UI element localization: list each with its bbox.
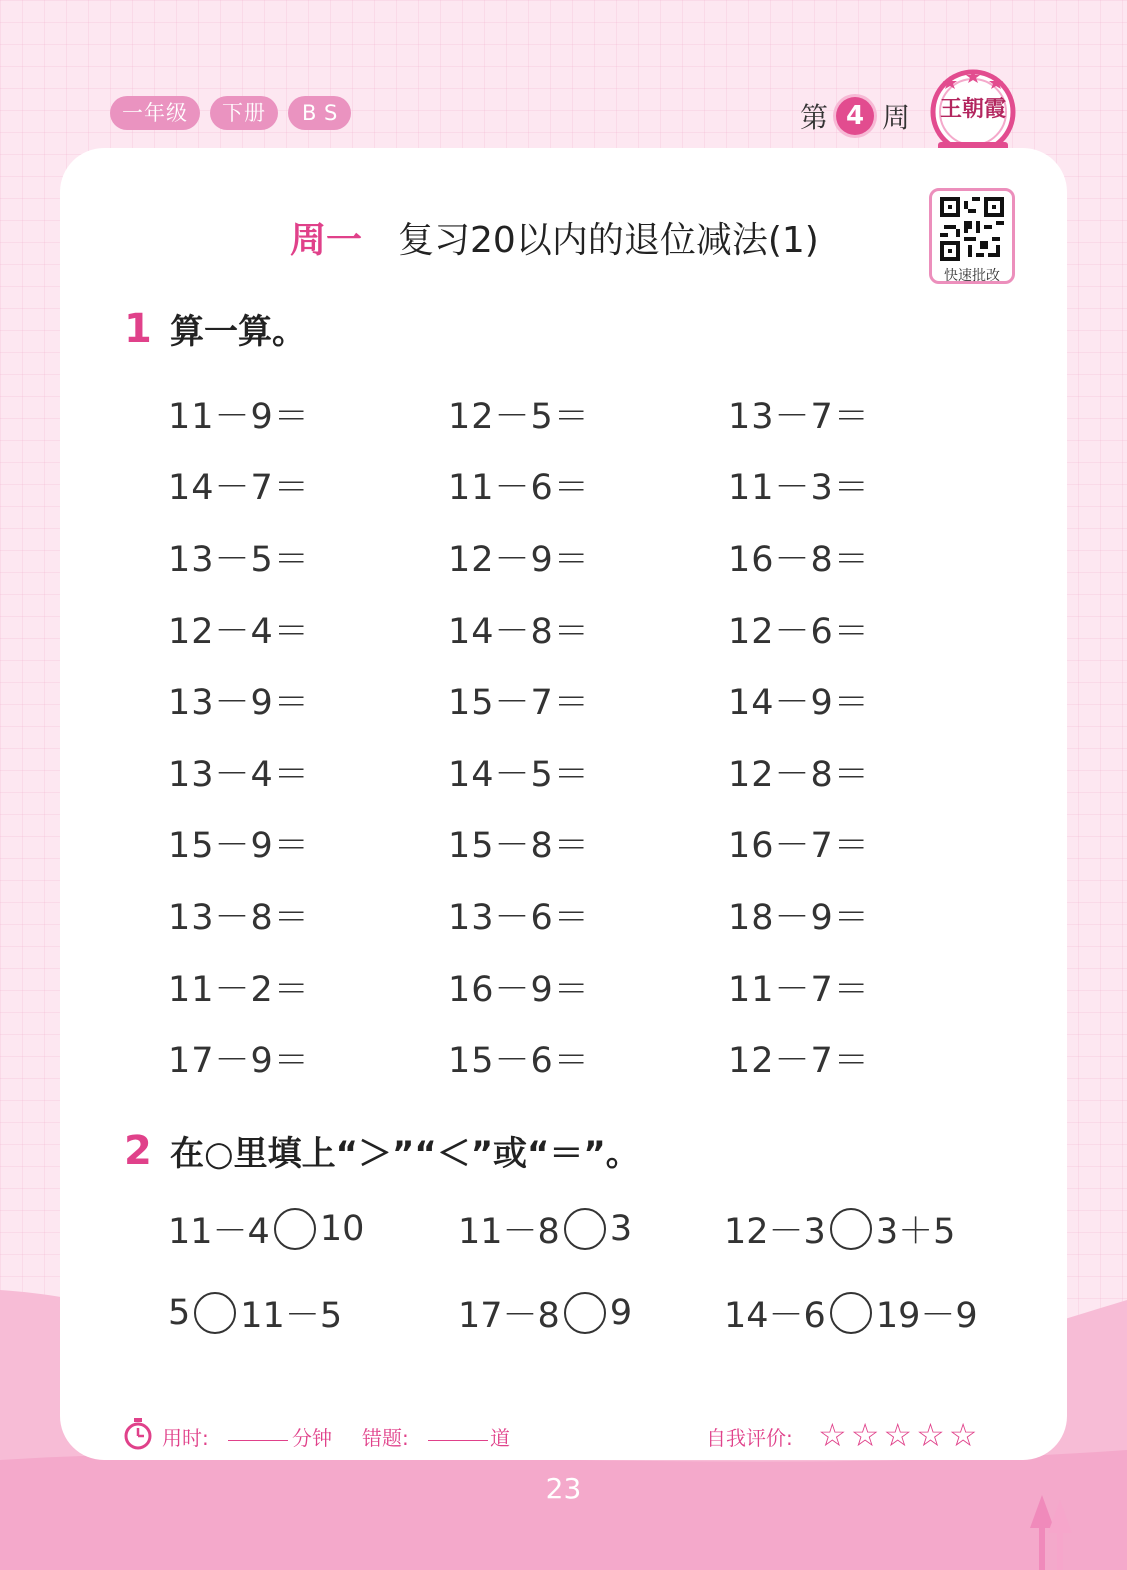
week-number: 4 xyxy=(836,97,874,135)
answer-circle[interactable] xyxy=(830,1208,872,1250)
problem: 13－4＝ xyxy=(168,754,310,795)
problem-row xyxy=(168,951,1008,1023)
edition-tag: BS xyxy=(288,96,351,130)
volume-tag: 下册 xyxy=(210,96,278,130)
comparison-left: 11－8 xyxy=(458,1212,560,1252)
week-prefix: 第 xyxy=(800,101,829,134)
comparison-left: 17－8 xyxy=(458,1296,560,1336)
title-topic: 复习20以内的退位减法(1) xyxy=(398,220,819,261)
problem-row xyxy=(168,593,1008,665)
answer-circle[interactable] xyxy=(564,1292,606,1334)
section2-number: 2 xyxy=(124,1127,152,1174)
section1-instruction: 算一算。 xyxy=(170,312,306,352)
problem: 12－4＝ xyxy=(168,611,310,652)
section2-instruction: 在○里填上“＞”“＜”或“＝”。 xyxy=(170,1134,640,1174)
section1-heading xyxy=(124,304,306,353)
problem: 15－9＝ xyxy=(168,826,310,867)
problem-row xyxy=(168,521,1008,593)
problem: 11－2＝ xyxy=(168,969,310,1010)
problem: 14－8＝ xyxy=(448,611,590,652)
answer-circle[interactable] xyxy=(274,1208,316,1250)
problem: 15－7＝ xyxy=(448,683,590,724)
answer-circle[interactable] xyxy=(194,1292,236,1334)
problem: 15－6＝ xyxy=(448,1041,590,1082)
comparison-left: 14－6 xyxy=(724,1296,826,1336)
comparison-grid xyxy=(168,1200,1028,1368)
errors-blank[interactable] xyxy=(428,1420,488,1441)
problem: 12－6＝ xyxy=(728,611,870,652)
comparison-row xyxy=(168,1200,1028,1284)
rating-stars[interactable]: ☆☆☆☆☆ xyxy=(818,1416,982,1454)
logo-text: 王朝霞 xyxy=(939,96,1006,122)
comparison-item xyxy=(168,1200,364,1258)
problem: 12－8＝ xyxy=(728,754,870,795)
comparison-item xyxy=(724,1284,978,1342)
section1-number: 1 xyxy=(124,305,152,352)
problem-row xyxy=(168,736,1008,808)
week-suffix: 周 xyxy=(882,101,911,134)
time-blank[interactable] xyxy=(228,1420,288,1441)
problem: 17－9＝ xyxy=(168,1041,310,1082)
self-eval-label: 自我评价: xyxy=(706,1426,793,1450)
comparison-item xyxy=(724,1200,955,1258)
problem: 18－9＝ xyxy=(728,897,870,938)
section2-heading xyxy=(124,1126,640,1175)
problem: 11－7＝ xyxy=(728,969,870,1010)
problem: 13－9＝ xyxy=(168,683,310,724)
problem: 16－9＝ xyxy=(448,969,590,1010)
answer-circle[interactable] xyxy=(830,1292,872,1334)
grade-tag: 一年级 xyxy=(110,96,200,130)
problem: 13－6＝ xyxy=(448,897,590,938)
problem: 15－8＝ xyxy=(448,826,590,867)
grade-tags xyxy=(110,96,351,130)
problem: 11－3＝ xyxy=(728,468,870,509)
problem-row xyxy=(168,808,1008,880)
answer-circle[interactable] xyxy=(564,1208,606,1250)
comparison-right: 3＋5 xyxy=(875,1212,956,1252)
time-unit: 分钟 xyxy=(292,1426,332,1450)
comparison-left: 12－3 xyxy=(724,1212,826,1252)
problem: 12－5＝ xyxy=(448,396,590,437)
title-day: 周一 xyxy=(290,220,363,261)
errors-label: 错题: xyxy=(362,1426,409,1450)
problem: 13－7＝ xyxy=(728,396,870,437)
problem-row xyxy=(168,664,1008,736)
comparison-row xyxy=(168,1284,1028,1368)
comparison-right: 9 xyxy=(609,1293,633,1333)
problem: 13－8＝ xyxy=(168,897,310,938)
errors-unit: 道 xyxy=(490,1426,510,1450)
qr-label: 快速批改 xyxy=(944,268,1000,284)
problem-row xyxy=(168,879,1008,951)
problem: 14－9＝ xyxy=(728,683,870,724)
problem: 16－7＝ xyxy=(728,826,870,867)
comparison-right: 3 xyxy=(609,1209,633,1249)
page-number: 23 xyxy=(545,1472,582,1505)
subtraction-grid xyxy=(168,378,1008,1094)
problem: 14－5＝ xyxy=(448,754,590,795)
comparison-item xyxy=(458,1284,632,1342)
problem: 12－9＝ xyxy=(448,539,590,580)
stopwatch-icon xyxy=(124,1418,152,1450)
qr-code[interactable] xyxy=(929,188,1015,284)
page-title xyxy=(290,212,819,263)
comparison-right: 19－9 xyxy=(875,1296,978,1336)
problem: 16－8＝ xyxy=(728,539,870,580)
comparison-item xyxy=(458,1200,632,1258)
time-label: 用时: xyxy=(162,1426,209,1450)
comparison-right: 11－5 xyxy=(240,1296,343,1336)
worksheet-footer xyxy=(124,1416,984,1456)
comparison-right: 10 xyxy=(319,1209,365,1249)
problem-row xyxy=(168,450,1008,522)
problem-row xyxy=(168,378,1008,450)
qr-code-icon xyxy=(940,197,1004,261)
problem: 13－5＝ xyxy=(168,539,310,580)
week-indicator xyxy=(800,96,910,136)
problem: 11－6＝ xyxy=(448,468,590,509)
comparison-left: 5 xyxy=(168,1293,191,1333)
comparison-left: 11－4 xyxy=(168,1212,270,1252)
problem-row xyxy=(168,1022,1008,1094)
problem: 14－7＝ xyxy=(168,468,310,509)
problem: 11－9＝ xyxy=(168,396,310,437)
comparison-item xyxy=(168,1284,342,1342)
problem: 12－7＝ xyxy=(728,1041,870,1082)
